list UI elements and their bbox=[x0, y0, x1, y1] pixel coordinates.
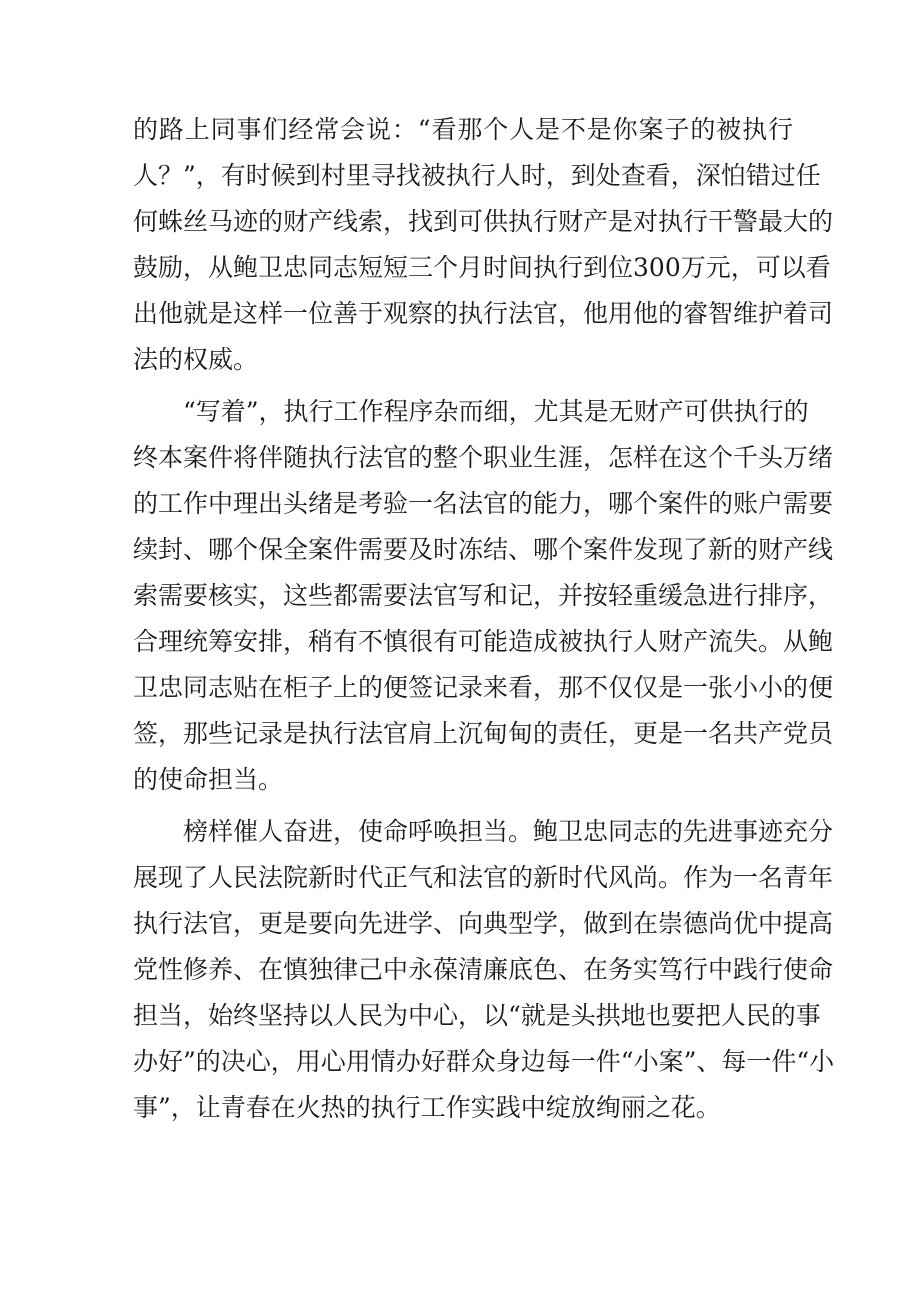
text-line: 卫忠同志贴在柜子上的便签记录来看，那不仅仅是一张小小的便 bbox=[133, 673, 834, 702]
text-line: 鼓励，从鲍卫忠同志短短三个月时间执行到位300万元，可以看 bbox=[133, 253, 831, 282]
text-line: 法的权威。 bbox=[133, 345, 259, 374]
text-line: 执行法官，更是要向先进学、向典型学，做到在崇德尚优中提高 bbox=[133, 909, 834, 938]
text-line: 何蛛丝马迹的财产线索，找到可供执行财产是对执行干警最大的 bbox=[133, 207, 834, 236]
text-line: “写着”，执行工作程序杂而细，尤其是无财产可供执行的 bbox=[183, 397, 809, 426]
text-line: 续封、哪个保全案件需要及时冻结、哪个案件发现了新的财产线 bbox=[133, 535, 834, 564]
text-line: 人？”，有时候到村里寻找被执行人时，到处查看，深怕错过任 bbox=[133, 161, 821, 190]
text-line: 事”，让青春在火热的执行工作实践中绽放绚丽之花。 bbox=[133, 1093, 721, 1122]
text-line: 榜样催人奋进，使命呼唤担当。鲍卫忠同志的先进事迹充分 bbox=[183, 817, 834, 846]
text-line: 党性修养、在慎独律己中永葆清廉底色、在务实笃行中践行使命 bbox=[133, 955, 834, 984]
text-line: 担当，始终坚持以人民为中心，以“就是头拱地也要把人民的事 bbox=[133, 1001, 821, 1030]
text-line: 展现了人民法院新时代正气和法官的新时代风尚。作为一名青年 bbox=[133, 863, 834, 892]
text-line: 终本案件将伴随执行法官的整个职业生涯，怎样在这个千头万绪 bbox=[133, 443, 834, 472]
text-line: 办好”的决心，用心用情办好群众身边每一件“小案”、每一件“小 bbox=[133, 1047, 835, 1076]
text-line: 的工作中理出头绪是考验一名法官的能力，哪个案件的账户需要 bbox=[133, 489, 834, 518]
text-line: 的路上同事们经常会说：“看那个人是不是你案子的被执行 bbox=[133, 115, 793, 144]
text-line: 合理统筹安排，稍有不慎很有可能造成被执行人财产流失。从鲍 bbox=[133, 627, 834, 656]
text-line: 的使命担当。 bbox=[133, 765, 284, 794]
text-line: 索需要核实，这些都需要法官写和记，并按轻重缓急进行排序， bbox=[133, 581, 834, 610]
text-line: 签，那些记录是执行法官肩上沉甸甸的责任，更是一名共产党员 bbox=[133, 719, 834, 748]
text-line: 出他就是这样一位善于观察的执行法官，他用他的睿智维护着司 bbox=[133, 299, 834, 328]
